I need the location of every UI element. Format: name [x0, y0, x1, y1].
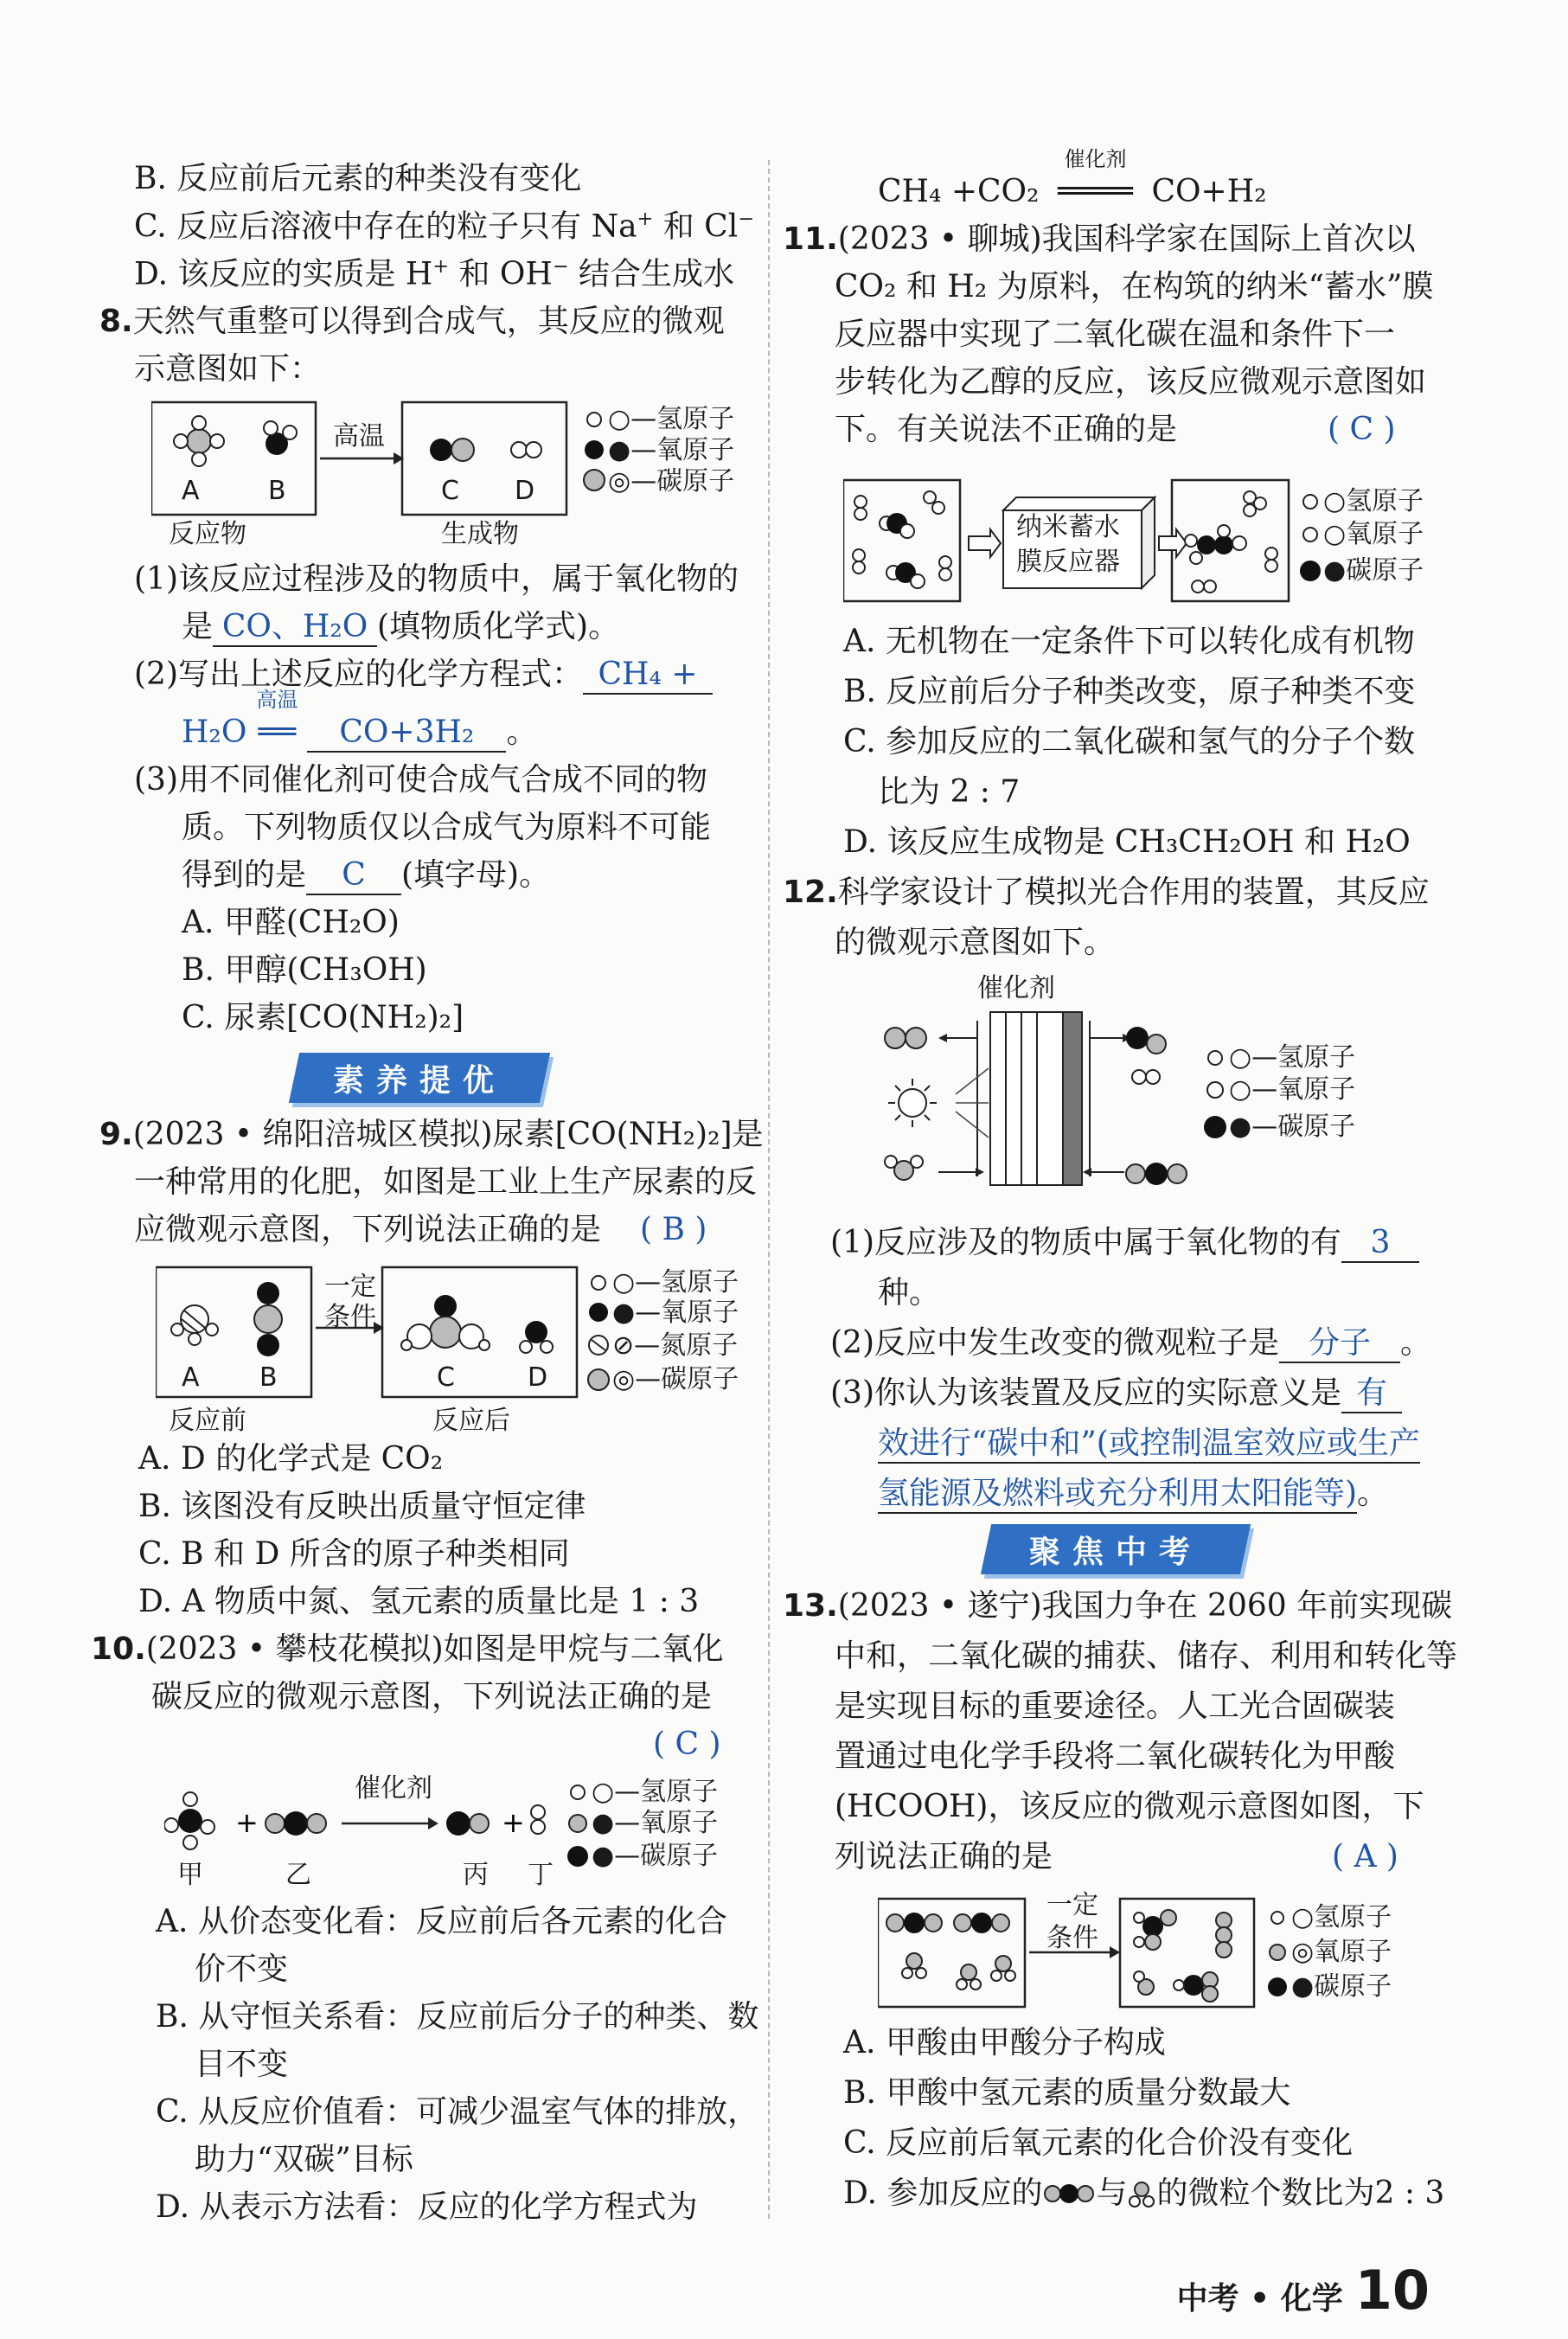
q12-stem-2: 的微观示意图如下。	[835, 925, 1116, 960]
q13-stem-6: 列说法正确的是	[835, 1839, 1053, 1874]
q13-figure	[878, 1890, 1440, 2015]
q13-option-d: D. 参加反应的 与 的微粒个数比为2 : 3	[843, 2176, 1445, 2211]
q8-cond-arrow: 高温 ══	[256, 688, 298, 750]
q9-legend-c: ◎—碳原子	[612, 1364, 739, 1394]
q7-option-c: C. 反应后溶液中存在的粒子只有 Na+ 和 Cl−	[134, 208, 754, 245]
q10-legend-h: ○—氢原子	[592, 1777, 719, 1807]
q10-option-d-1: D. 从表示方法看：反应的化学方程式为	[156, 2189, 698, 2225]
q8-label-a: A	[182, 476, 200, 506]
q8-legend-c: ◎—碳原子	[608, 466, 735, 497]
q12-legend-c: ●—碳原子	[1229, 1112, 1356, 1142]
q10-legend-c: ●—碳原子	[592, 1841, 719, 1871]
svg-text:+: +	[502, 1806, 525, 1839]
q11-option-b: B. 反应前后分子种类改变，原子种类不变	[843, 674, 1416, 709]
q11-option-c-1: C. 参加反应的二氧化碳和氢气的分子个数	[843, 724, 1416, 759]
q8-part1-a: (1)该反应过程涉及的物质中，属于氧化物的	[134, 561, 739, 597]
q8-part1-b: 是 CO、H₂O (填物质化学式)。	[182, 608, 619, 647]
q13-option-c: C. 反应前后氧元素的化合价没有变化	[843, 2125, 1354, 2161]
co2-molecule-icon	[1042, 2181, 1096, 2207]
q9-condition-1: 一定	[324, 1272, 376, 1302]
q12-answer-3c: 氢能源及燃料或充分利用太阳能等)	[878, 1475, 1357, 1514]
q9-label-b: B	[259, 1362, 278, 1393]
q9-option-d: D. A 物质中氮、氢元素的质量比是 1 : 3	[138, 1584, 700, 1619]
q10-option-a-2: 价不变	[195, 1951, 289, 1987]
q9-legend-h: ○—氢原子	[612, 1267, 739, 1298]
q8-part3-a: (3)用不同催化剂可使合成气合成不同的物	[134, 762, 707, 798]
q13-stem-4: 置通过电化学手段将二氧化碳转化为甲酸	[835, 1739, 1396, 1774]
page-footer	[1177, 2259, 1430, 2322]
q12-part3-a: (3)你认为该装置及反应的实际意义是 有	[830, 1375, 1402, 1413]
section-band-jujiao: 聚焦中考	[981, 1524, 1251, 1574]
q12-figure	[878, 973, 1397, 1220]
q8-legend-h: ○—氢原子	[608, 404, 735, 434]
q10-condition: 催化剂	[355, 1773, 432, 1804]
q11-option-a: A. 无机物在一定条件下可以转化成有机物	[843, 624, 1415, 659]
q13-stem-2: 中和，二氧化碳的捕获、储存、利用和转化等	[835, 1638, 1458, 1674]
q9-stem-1: 9.(2023 • 绵阳涪城区模拟)尿素[CO(NH₂)₂]是	[99, 1117, 764, 1152]
q10-label-yi: 乙	[285, 1860, 311, 1890]
q10-option-a-1: A. 从价态变化看：反应前后各元素的化合	[156, 1904, 727, 1939]
q12-answer-2: 分子	[1279, 1324, 1400, 1363]
q11-legend-c: ●碳原子	[1323, 555, 1424, 586]
column-divider	[768, 160, 770, 2219]
q9-before-label: 反应前	[169, 1406, 246, 1436]
q8-option-a: A. 甲醛(CH₂O)	[182, 905, 400, 940]
q10-label-jia: 甲	[177, 1860, 203, 1890]
q10-option-b-1: B. 从守恒关系看：反应前后分子的种类、数	[156, 1999, 759, 2035]
q9-option-a: A. D 的化学式是 CO₂	[138, 1441, 444, 1477]
q10-option-c-1: C. 从反应价值看：可减少温室气体的排放，	[156, 2094, 759, 2130]
q13-option-b: B. 甲酸中氢元素的质量分数最大	[843, 2075, 1291, 2111]
q12-answer-1: 3	[1341, 1224, 1419, 1263]
q10-stem-2: 碳反应的微观示意图，下列说法正确的是	[151, 1679, 713, 1714]
q8-stem-1: 8.天然气重整可以得到合成气，其反应的微观	[99, 304, 725, 339]
q12-legend-o: ○—氧原子	[1229, 1074, 1356, 1105]
q9-condition-2: 条件	[324, 1302, 376, 1332]
q9-stem-2: 一种常用的化肥，如图是工业上生产尿素的反	[134, 1164, 758, 1200]
q7-option-d: D. 该反应的实质是 H+ 和 OH− 结合生成水	[134, 255, 734, 292]
q10-figure	[164, 1773, 770, 1903]
q8-stem-2: 示意图如下：	[134, 351, 322, 387]
q8-part2-b: H₂O 高温 ══ CO+3H₂ 。	[182, 714, 537, 753]
q8-label-d: D	[515, 476, 535, 506]
q12-part3-b	[878, 1425, 1420, 1464]
q11-stem-1: 11.(2023 • 聊城)我国科学家在国际上首次以	[783, 221, 1416, 257]
q9-label-a: A	[182, 1362, 200, 1393]
q13-condition-1: 一定	[1046, 1890, 1098, 1920]
q11-stem-4: 步转化为乙醇的反应，该反应微观示意图如	[835, 364, 1427, 400]
q12-part1-unit: 种。	[878, 1275, 941, 1310]
q8-part2-a: (2)写出上述反应的化学方程式： CH₄ +	[134, 656, 713, 695]
q8-legend-o: ●—氧原子	[608, 435, 735, 465]
q8-product-label: 生成物	[441, 519, 519, 549]
q11-stem-2: CO₂ 和 H₂ 为原料，在构筑的纳米“蓄水”膜	[835, 269, 1434, 304]
q9-option-c: C. B 和 D 所含的原子种类相同	[138, 1536, 570, 1572]
q12-part2: (2)反应中发生改变的微观粒子是 分子 。	[830, 1324, 1431, 1363]
q8-answer-1: CO、H₂O	[213, 608, 377, 647]
q9-label-d: D	[528, 1362, 548, 1393]
q10-option-b-2: 目不变	[195, 2047, 289, 2082]
svg-text:+: +	[235, 1806, 259, 1839]
q11-figure	[843, 476, 1466, 606]
q8-answer-2a: CH₄ +	[583, 656, 713, 695]
q8-option-c: C. 尿素[CO(NH₂)₂]	[182, 1000, 464, 1035]
q13-condition-2: 条件	[1046, 1923, 1098, 1953]
q13-option-a: A. 甲酸由甲酸分子构成	[843, 2025, 1166, 2060]
q8-figure	[151, 394, 757, 554]
q11-legend-o: ○氧原子	[1323, 519, 1424, 549]
q13-stem-3: 是实现目标的重要途径。人工光合固碳装	[835, 1689, 1396, 1724]
q10-label-bing: 丙	[463, 1860, 489, 1890]
q12-part3-c: 氢能源及燃料或充分利用太阳能等)。	[878, 1475, 1388, 1514]
q11-box-label-1: 纳米蓄水	[1016, 512, 1120, 542]
q7-option-b: B. 反应前后元素的种类没有变化	[134, 161, 582, 196]
q8-part3-b: 质。下列物质仅以合成气为原料不可能	[182, 810, 712, 845]
q9-legend-o: ●—氧原子	[612, 1298, 739, 1328]
q12-legend-h: ○—氢原子	[1229, 1042, 1356, 1073]
q13-stem-5: (HCOOH)，该反应的微观示意图如图，下	[835, 1789, 1424, 1824]
q13-stem-1: 13.(2023 • 遂宁)我国力争在 2060 年前实现碳	[783, 1588, 1453, 1624]
q8-answer-3: C	[306, 856, 401, 895]
q11-answer: ( C )	[1328, 412, 1396, 447]
q12-answer-3a: 有	[1341, 1375, 1402, 1413]
q10-answer: ( C )	[653, 1727, 721, 1762]
q10-label-ding: 丁	[528, 1860, 554, 1890]
q8-label-c: C	[441, 476, 459, 506]
q9-answer: ( B )	[640, 1212, 707, 1247]
q13-legend-h: ○氢原子	[1291, 1902, 1392, 1932]
q10-legend-o: ●—氧原子	[592, 1808, 719, 1838]
q9-legend-n: ⊘—氮原子	[612, 1330, 739, 1361]
q9-after-label: 反应后	[432, 1406, 510, 1436]
q11-option-d: D. 该反应生成物是 CH₃CH₂OH 和 H₂O	[843, 824, 1411, 860]
section-band-suyang: 素养提优	[289, 1053, 550, 1103]
q9-option-b: B. 该图没有反映出质量守恒定律	[138, 1489, 586, 1524]
q13-legend-o: ◎氧原子	[1291, 1937, 1392, 1967]
q11-legend-h: ○氢原子	[1323, 486, 1424, 516]
q10-option-c-2: 助力“双碳”目标	[195, 2142, 413, 2177]
water-molecule-icon	[1127, 2179, 1156, 2208]
q10-equation: CH₄ +CO₂ 催化剂 ════ CO+H₂	[878, 147, 1267, 209]
q10-stem-1: 10.(2023 • 攀枝花模拟)如图是甲烷与二氧化	[91, 1631, 724, 1667]
q10-eq-arrow: 催化剂 ════	[1058, 147, 1133, 209]
q11-stem-3: 反应器中实现了二氧化碳在温和条件下一	[835, 317, 1396, 352]
q12-stem-1: 12.科学家设计了模拟光合作用的装置，其反应	[783, 875, 1430, 910]
page-number: 10	[1354, 2259, 1430, 2322]
q9-figure	[156, 1259, 761, 1445]
q12-part1: (1)反应涉及的物质中属于氧化物的有 3	[830, 1224, 1419, 1263]
q9-stem-3: 应微观示意图，下列说法正确的是	[134, 1212, 602, 1247]
q8-label-b: B	[268, 476, 286, 506]
footer-subject: 中考 • 化学	[1176, 2281, 1343, 2317]
q13-legend-c: ●碳原子	[1291, 1971, 1392, 2002]
q9-label-c: C	[437, 1362, 455, 1393]
q12-answer-3b: 效进行“碳中和”(或控制温室效应或生产	[878, 1425, 1420, 1464]
q11-stem-5: 下。有关说法不正确的是	[835, 412, 1178, 447]
q8-reactant-label: 反应物	[169, 519, 246, 549]
q11-box-label-2: 膜反应器	[1016, 547, 1120, 577]
q11-option-c-2: 比为 2 : 7	[878, 774, 1021, 810]
q8-option-b: B. 甲醇(CH₃OH)	[182, 952, 427, 988]
q8-part3-c: 得到的是 C (填字母)。	[182, 856, 550, 895]
q12-catalyst-label: 催化剂	[977, 973, 1055, 1003]
q8-condition: 高温	[333, 421, 385, 452]
q13-answer: ( A )	[1332, 1839, 1398, 1874]
